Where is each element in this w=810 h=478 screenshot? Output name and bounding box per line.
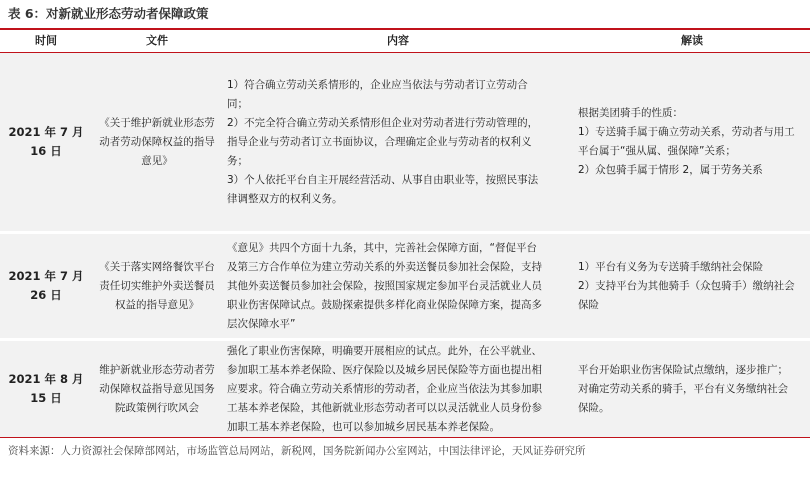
row-time: 2021 年 7 月 16 日 xyxy=(8,125,84,158)
source-note: 资料来源：人力资源社会保障部网站，市场监管总局网站，新税网，国务院新闻办公室网站，中国法律评论，天风证券研究所 xyxy=(8,445,586,457)
row-content: 强化了职业伤害保障，明确要开展相应的试点。此外，在公平就业、 参加职工基本养老保险、医疗保险以及城乡居民保险等方面也提出相 应要求。符合确立劳动关系情形的劳动者，企业应当依法为其参加职 工基本养老保险，其他新就业形态劳动者可以以灵活就业人员身份参 加职工基本养老保险，也可以参加城乡居民基本养老保险。 xyxy=(227,344,542,433)
row-interpretation: 1）平台有义务为专送骑手缴纳社会保险 2）支持平台为其他骑手（众包骑手）缴纳社会 保险 xyxy=(578,260,795,311)
header-time: 时间 xyxy=(35,34,57,47)
row-content: 1）符合确立劳动关系情形的，企业应当依法与劳动者订立劳动合 同； 2）不完全符合确立劳动关系情形但企业对劳动者进行劳动管理的， 指导企业与劳动者订立书面协议，合理确定企业与劳动者的权利义 务； 3）个人依托平台自主开展经营活动、从事自由职业等，按照民事法 律调整双方的权利义务。 xyxy=(227,78,539,205)
row-document: 《关于落实网络餐饮平台 责任切实维护外卖送餐员 权益的指导意见》 xyxy=(99,260,215,311)
table-row xyxy=(0,234,810,338)
row-document: 《关于维护新就业形态劳 动者劳动保障权益的指导 意见》 xyxy=(99,116,215,167)
table-row xyxy=(0,53,810,231)
header-doc: 文件 xyxy=(146,34,168,47)
table-title: 表 6：对新就业形态劳动者保障政策 xyxy=(8,6,209,21)
bottom-divider xyxy=(0,437,810,438)
table-row xyxy=(0,341,810,437)
row-interpretation: 平台开始职业伤害保险试点缴纳，逐步推广； 对确定劳动关系的骑手，平台有义务缴纳社会 保险。 xyxy=(578,363,788,414)
row-time: 2021 年 8 月 15 日 xyxy=(8,372,84,405)
header-content: 内容 xyxy=(387,34,409,47)
header-interp: 解读 xyxy=(681,34,703,47)
table-header xyxy=(0,30,810,53)
row-content: 《意见》共四个方面十九条，其中，完善社会保障方面，“督促平台 及第三方合作单位为建立劳动关系的外卖送餐员参加社会保险，支持 其他外卖送餐员参加社会保险，按照国家规定参加平台灵活就业人员 职业伤害保障试点。鼓励探索提供多样化商业保险保障方案，提高多 层次保障水平” xyxy=(227,241,542,330)
row-interpretation: 根据美团骑手的性质： 1）专送骑手属于确立劳动关系，劳动者与用工 平台属于“强从属、强保障”关系； 2）众包骑手属于情形 2，属于劳务关系 xyxy=(578,107,795,176)
row-time: 2021 年 7 月 26 日 xyxy=(8,269,84,302)
row-document: 维护新就业形态劳动者劳 动保障权益指导意见国务 院政策例行吹风会 xyxy=(99,363,215,414)
